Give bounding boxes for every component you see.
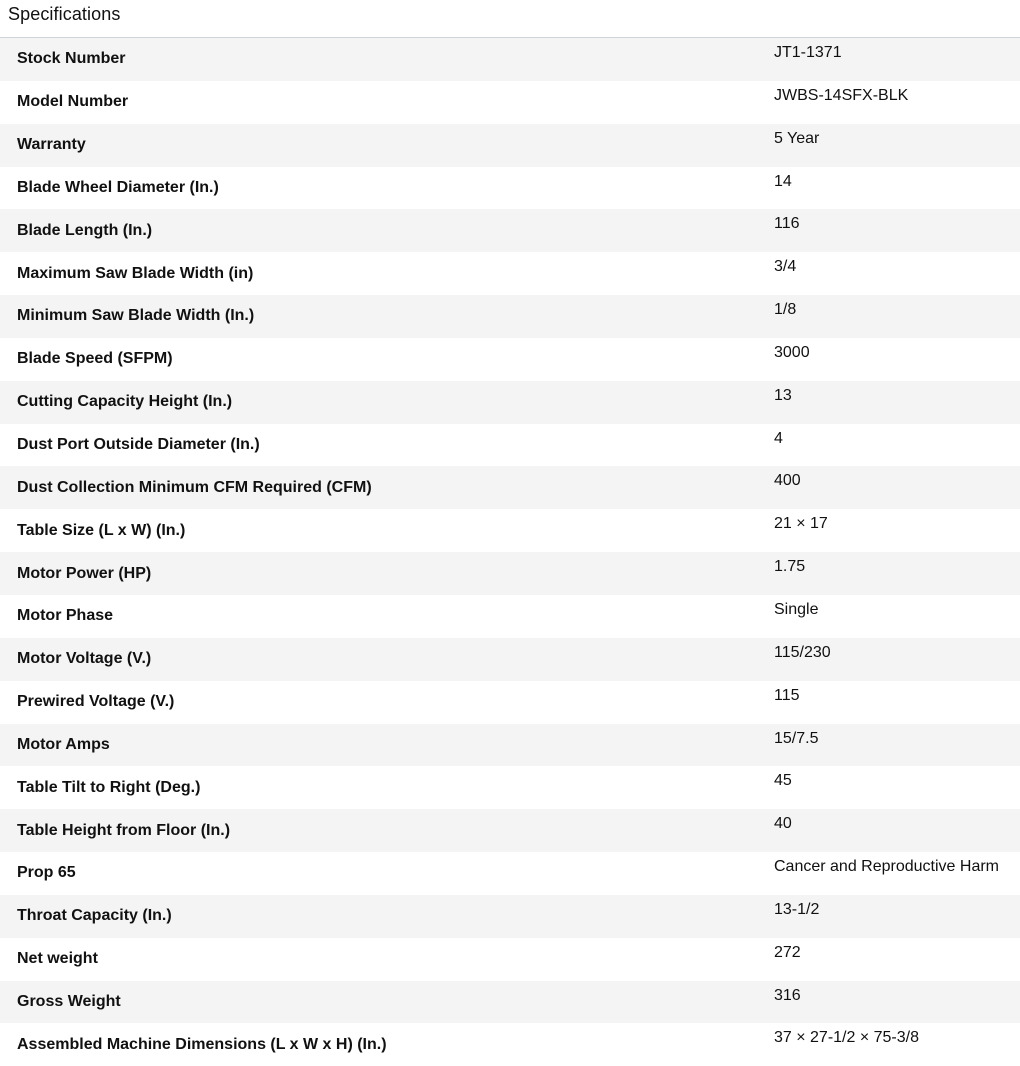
spec-value: 21 × 17 bbox=[774, 515, 828, 533]
spec-value: Cancer and Reproductive Harm bbox=[774, 858, 999, 876]
spec-value: 13 bbox=[774, 386, 792, 404]
spec-row-model-number bbox=[0, 81, 1020, 124]
spec-label: Table Height from Floor (In.) bbox=[17, 821, 231, 839]
spec-value: 115/230 bbox=[774, 643, 831, 661]
spec-label: Prewired Voltage (V.) bbox=[17, 693, 175, 711]
spec-label: Blade Length (In.) bbox=[17, 221, 153, 239]
section-title: Specifications bbox=[8, 4, 121, 24]
spec-row-maximum-saw-blade-width bbox=[0, 252, 1020, 295]
spec-value: 1.75 bbox=[774, 558, 806, 576]
spec-value: 5 Year bbox=[774, 129, 820, 147]
spec-value: 116 bbox=[774, 215, 800, 233]
spec-row-blade-speed bbox=[0, 338, 1020, 381]
spec-value: Single bbox=[774, 600, 819, 618]
spec-label: Motor Voltage (V.) bbox=[17, 650, 152, 668]
specifications-table-body bbox=[0, 38, 1020, 1066]
spec-value: 272 bbox=[774, 943, 801, 961]
spec-label: Table Tilt to Right (Deg.) bbox=[17, 778, 201, 796]
spec-value: 400 bbox=[774, 472, 801, 490]
spec-value: 40 bbox=[774, 815, 792, 833]
spec-label: Gross Weight bbox=[17, 992, 121, 1010]
spec-row-throat-capacity bbox=[0, 895, 1020, 938]
spec-value: 115 bbox=[774, 686, 800, 704]
spec-row-stock-number bbox=[0, 38, 1020, 81]
spec-label: Blade Wheel Diameter (In.) bbox=[17, 178, 219, 196]
spec-value: 3/4 bbox=[774, 258, 797, 276]
spec-row-motor-power bbox=[0, 552, 1020, 595]
spec-label: Table Size (L x W) (In.) bbox=[17, 521, 186, 539]
spec-label: Motor Power (HP) bbox=[17, 564, 152, 582]
spec-value: JT1-1371 bbox=[774, 44, 842, 61]
spec-row-table-height-from-floor bbox=[0, 809, 1020, 852]
spec-label: Net weight bbox=[17, 950, 98, 968]
spec-row-gross-weight bbox=[0, 981, 1020, 1024]
spec-value: 4 bbox=[774, 429, 783, 447]
spec-label: Dust Collection Minimum CFM Required (CFM) bbox=[17, 478, 372, 496]
spec-label: Assembled Machine Dimensions (L x W x H) (In.) bbox=[17, 1035, 387, 1053]
spec-label: Dust Port Outside Diameter (In.) bbox=[17, 436, 260, 454]
spec-row-cutting-capacity-height bbox=[0, 381, 1020, 424]
spec-row-blade-wheel-diameter bbox=[0, 167, 1020, 210]
spec-value: 316 bbox=[774, 986, 801, 1004]
spec-label: Minimum Saw Blade Width (In.) bbox=[17, 307, 255, 325]
spec-value: JWBS-14SFX-BLK bbox=[774, 86, 909, 104]
spec-row-motor-amps bbox=[0, 724, 1020, 767]
spec-label: Maximum Saw Blade Width (in) bbox=[17, 264, 254, 282]
spec-label: Model Number bbox=[17, 93, 129, 111]
spec-label: Blade Speed (SFPM) bbox=[17, 350, 173, 368]
spec-label: Warranty bbox=[17, 136, 86, 154]
spec-row-prop-65 bbox=[0, 852, 1020, 895]
spec-row-blade-length bbox=[0, 209, 1020, 252]
spec-row-dust-collection-minimum-cfm bbox=[0, 466, 1020, 509]
spec-value: 37 × 27-1/2 × 75-3/8 bbox=[774, 1029, 919, 1047]
spec-label: Motor Phase bbox=[17, 607, 114, 625]
spec-value: 13-1/2 bbox=[774, 900, 820, 918]
spec-value: 15/7.5 bbox=[774, 729, 819, 747]
spec-row-assembled-machine-dimensions bbox=[0, 1023, 1020, 1066]
specifications-header bbox=[0, 0, 1020, 38]
spec-row-motor-voltage bbox=[0, 638, 1020, 681]
spec-value: 45 bbox=[774, 772, 792, 790]
spec-row-table-tilt-right bbox=[0, 766, 1020, 809]
specifications-table bbox=[0, 38, 1020, 1066]
spec-row-minimum-saw-blade-width bbox=[0, 295, 1020, 338]
spec-label: Prop 65 bbox=[17, 864, 76, 882]
spec-label: Stock Number bbox=[17, 50, 126, 68]
spec-label: Cutting Capacity Height (In.) bbox=[17, 393, 233, 411]
spec-value: 14 bbox=[774, 172, 792, 190]
spec-value: 1/8 bbox=[774, 301, 797, 319]
spec-row-table-size bbox=[0, 509, 1020, 552]
spec-label: Motor Amps bbox=[17, 735, 110, 753]
spec-row-dust-port-outside-diameter bbox=[0, 424, 1020, 467]
spec-value: 3000 bbox=[774, 343, 810, 361]
spec-row-net-weight bbox=[0, 938, 1020, 981]
spec-label: Throat Capacity (In.) bbox=[17, 907, 172, 925]
spec-row-warranty bbox=[0, 124, 1020, 167]
spec-row-motor-phase bbox=[0, 595, 1020, 638]
spec-row-prewired-voltage bbox=[0, 681, 1020, 724]
